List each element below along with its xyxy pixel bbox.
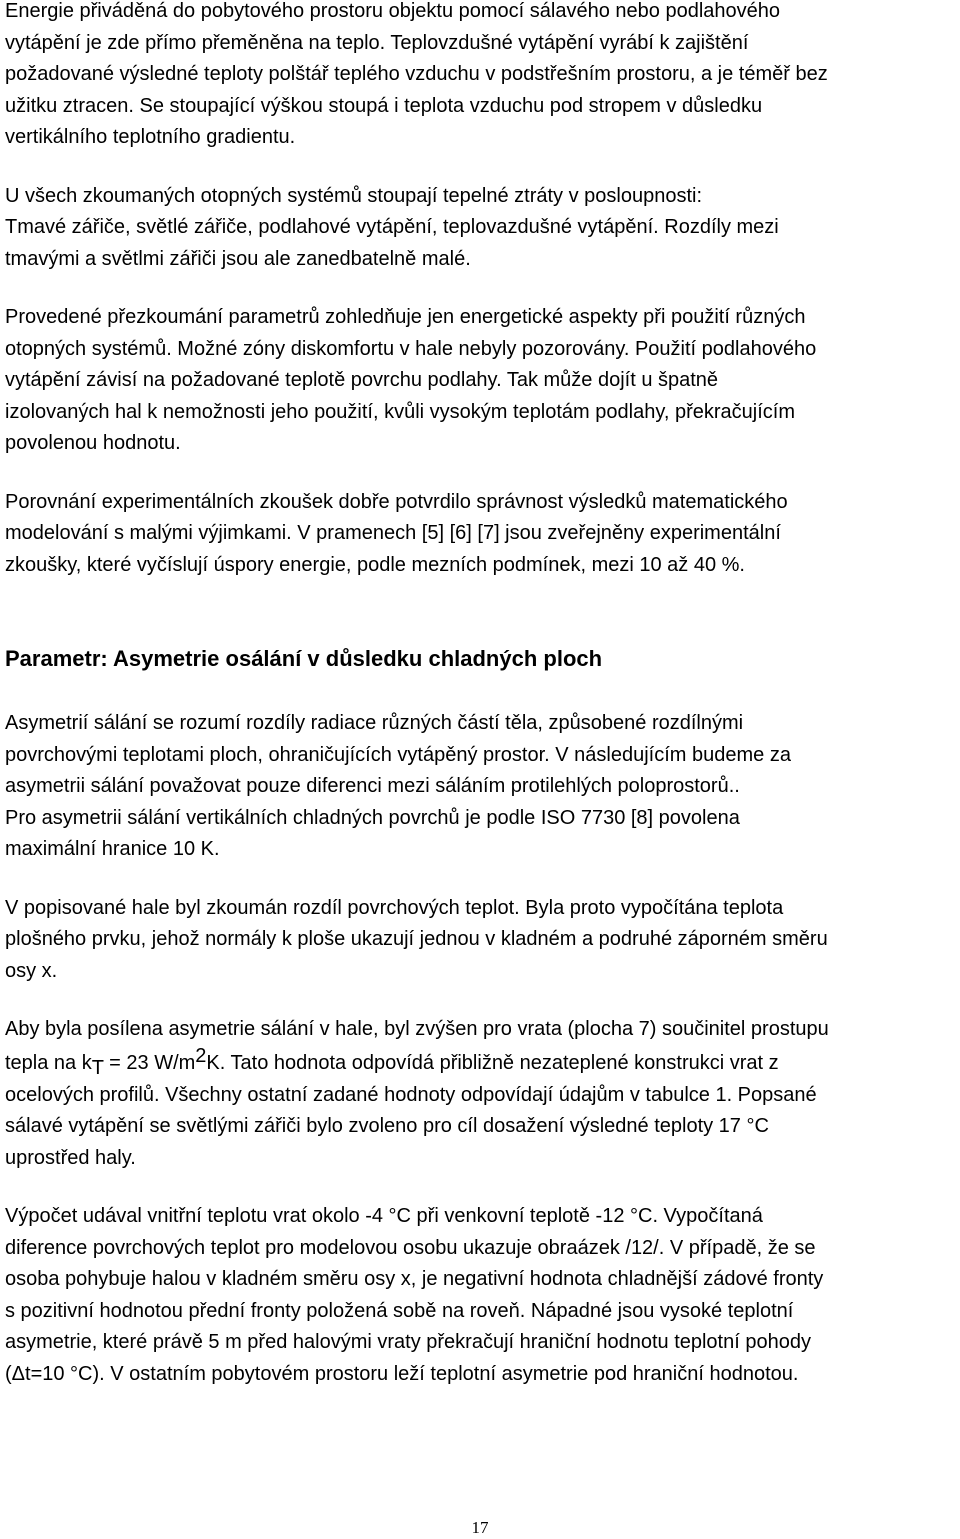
text-line: (Δt=10 °C). V ostatním pobytovém prostoru leží teplotní asymetrie pod hraniční hodnotou. [5, 1362, 799, 1385]
text-line: otopných systémů. Možné zóny diskomfortu v hale nebyly pozorovány. Použití podlahového [5, 337, 817, 360]
text-line: V popisované hale byl zkoumán rozdíl povrchových teplot. Byla proto vypočítána teplota [5, 896, 784, 919]
text-fragment: tepla na k [5, 1051, 92, 1074]
text-line-with-formula [5, 1046, 960, 1080]
paragraph-asymmetry-definition [5, 708, 960, 866]
text-line: plošného prvku, jehož normály k ploše ukazují jednou v kladném a podruhé záporném směru [5, 928, 828, 950]
paragraph-parameter-review [5, 302, 960, 460]
document-page [5, 0, 960, 1390]
paragraph-hall-surface-temps [5, 893, 960, 988]
paragraph-heat-losses [5, 181, 960, 276]
text-line: vertikálního teplotního gradientu. [5, 126, 296, 148]
text-line: zkoušky, které vyčíslují úspory energie, podle mezních podmínek, mezi 10 až 40 %. [5, 553, 745, 576]
text-line: uprostřed haly. [5, 1146, 136, 1169]
text-line: modelování s malými výjimkami. V pramenech [5] [6] [7] jsou zveřejněny experimentální [5, 522, 781, 544]
text-line: vytápění závisí na požadované teplotě povrchu podlahy. Tak může dojít u špatně [5, 369, 719, 391]
text-line: osy x. [5, 959, 58, 982]
text-line: užitku ztracen. Se stoupající výškou stoupá i teplota vzduchu pod stropem v důsledku [5, 94, 763, 117]
text-line: asymetrie, které právě 5 m před halovými vraty překračují hraniční hodnotu teplotní pohody [5, 1331, 811, 1353]
subscript: T [91, 1056, 104, 1079]
text-line: s pozitivní hodnotou přední fronty položená sobě na roveň. Nápadné jsou vysoké teplotní [5, 1299, 794, 1322]
text-line: Provedené přezkoumání parametrů zohledňuje jen energetické aspekty při použití různých [5, 306, 806, 328]
superscript: 2 [195, 1044, 207, 1067]
text-line: Energie přiváděná do pobytového prostoru objektu pomocí sálavého nebo podlahového [5, 0, 780, 22]
section-heading: Parametr: Asymetrie osálání v důsledku chladných ploch [5, 646, 603, 671]
text-line: vytápění je zde přímo přeměněna na teplo. Teplovzdušné vytápění vyrábí k zajištění [5, 31, 749, 54]
text-line: Asymetrií sálání se rozumí rozdíly radiace různých částí těla, způsobené rozdílnými [5, 712, 744, 734]
text-line: Tmavé zářiče, světlé zářiče, podlahové vytápění, teplovazdušné vytápění. Rozdíly mezi [5, 216, 779, 238]
paragraph-experiment-comparison [5, 487, 960, 582]
paragraph-gate-transmittance [5, 1014, 960, 1174]
paragraph-calculation-results [5, 1201, 960, 1390]
text-line: povrchovými teplotami ploch, ohraničujících vytápěný prostor. V následujícím budeme za [5, 743, 791, 766]
text-line: diference povrchových teplot pro modelovou osobu ukazuje obraázek /12/. V případě, že se [5, 1236, 816, 1259]
text-line: Výpočet udával vnitřní teplotu vrat okolo -4 °C při venkovní teplotě -12 °C. Vypočítaná [5, 1205, 763, 1227]
text-line: sálavé vytápění se světlými zářiči bylo zvoleno pro cíl dosažení výsledné teploty 17 °C [5, 1115, 769, 1137]
text-line: asymetrii sálání považovat pouze diferenci mezi sáláním protilehlých poloprostorů.. [5, 775, 740, 797]
text-line: maximální hranice 10 K. [5, 838, 220, 860]
paragraph-energy-intro [5, 0, 960, 154]
text-line: Pro asymetrii sálání vertikálních chladných povrchů je podle ISO 7730 [8] povolena [5, 806, 740, 829]
text-fragment: = 23 W/m [103, 1051, 196, 1074]
page-number: 17 [471, 1518, 489, 1537]
text-line: ocelových profilů. Všechny ostatní zadané hodnoty odpovídají údajům v tabulce 1. Popsané [5, 1083, 817, 1106]
text-line: povolenou hodnotu. [5, 432, 181, 454]
text-line: U všech zkoumaných otopných systémů stoupají tepelné ztráty v posloupnosti: [5, 184, 703, 207]
text-line: osoba pohybuje halou v kladném směru osy x, je negativní hodnota chladnější zádové fronty [5, 1268, 824, 1290]
text-line: Aby byla posílena asymetrie sálání v hale, byl zvýšen pro vrata (plocha 7) součinitel prostupu [5, 1018, 829, 1040]
text-line: Porovnání experimentálních zkoušek dobře potvrdilo správnost výsledků matematického [5, 490, 788, 513]
text-line: izolovaných hal k nemožnosti jeho použití, kvůli vysokým teplotám podlahy, překračujícím [5, 400, 795, 423]
text-line: tmavými a světlmi zářiči jsou ale zanedbatelně malé. [5, 247, 471, 270]
text-fragment: K. Tato hodnota odpovídá přibližně nezateplené konstrukci vrat z [206, 1051, 779, 1074]
text-line: požadované výsledné teploty polštář teplého vzduchu v podstřešním prostoru, a je téměř bez [5, 63, 828, 85]
